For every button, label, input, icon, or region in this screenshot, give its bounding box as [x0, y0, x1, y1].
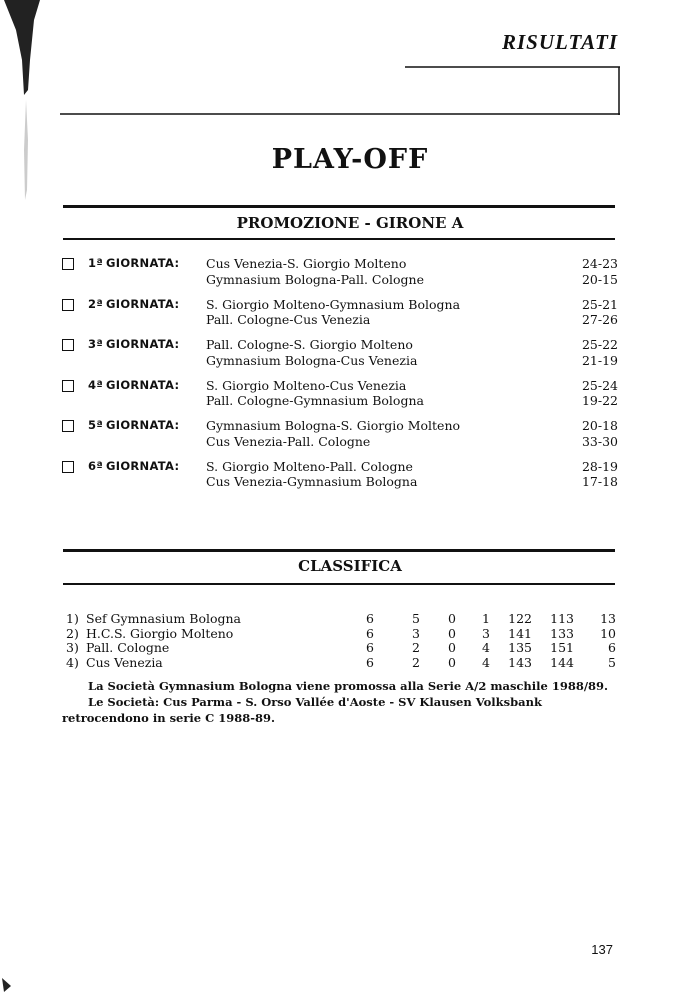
- standings-value: 4: [482, 640, 490, 655]
- standings-value: 0: [448, 640, 456, 655]
- match-teams: S. Giorgio Molteno-Gymnasium Bologna: [206, 296, 461, 312]
- round: [62, 256, 618, 287]
- standings-rank: 1): [66, 611, 79, 626]
- match-row: [206, 459, 618, 475]
- round-matches: [206, 256, 618, 287]
- round-label: [88, 418, 206, 449]
- match-score: 28-19: [581, 458, 618, 474]
- match-teams: Pall. Cologne-Cus Venezia: [206, 312, 371, 327]
- standings-value: 4: [482, 654, 490, 670]
- round: [62, 297, 618, 328]
- match-row: [206, 312, 618, 328]
- match-teams: S. Giorgio Molteno-Cus Venezia: [206, 377, 407, 393]
- round-number: 6ª: [88, 458, 104, 473]
- page-number: 137: [591, 942, 613, 957]
- standings-value: 5: [608, 654, 616, 670]
- standings-team: Cus Venezia: [86, 654, 163, 670]
- standings-value: 6: [366, 640, 374, 655]
- round: [62, 418, 618, 449]
- standings-value: 10: [600, 625, 616, 641]
- scan-corner-mark: [2, 978, 12, 992]
- match-teams: Gymnasium Bologna-Cus Venezia: [206, 352, 418, 368]
- standings-table: [66, 612, 618, 670]
- round-matches: [206, 337, 618, 368]
- standings-value: 0: [448, 611, 456, 626]
- round-number: 3ª: [88, 337, 104, 351]
- round-label-text: GIORNATA:: [106, 377, 180, 392]
- round-label: [88, 378, 206, 409]
- section-tag: RISULTATI: [502, 30, 618, 54]
- round-matches: [206, 297, 618, 328]
- match-teams: S. Giorgio Molteno-Pall. Cologne: [206, 458, 413, 474]
- round-label-text: GIORNATA:: [106, 296, 180, 311]
- header-frame: [60, 66, 620, 116]
- standings-value: 133: [550, 625, 574, 641]
- divider: [63, 549, 615, 552]
- standings-value: 122: [508, 611, 532, 626]
- standings-rank: 2): [66, 625, 79, 641]
- standings-value: 6: [608, 640, 616, 655]
- round-label-text: GIORNATA:: [106, 256, 180, 270]
- round-label: [88, 297, 206, 328]
- standings-row: [66, 656, 618, 671]
- standings-value: 6: [366, 611, 374, 626]
- match-row: [206, 393, 618, 409]
- round-label: [88, 256, 206, 287]
- match-row: [206, 272, 618, 288]
- standings-value: 0: [448, 654, 456, 670]
- notes: [62, 678, 622, 726]
- round-label-text: GIORNATA:: [106, 458, 180, 473]
- match-score: 20-18: [581, 418, 618, 433]
- round: [62, 459, 618, 490]
- standings-rank: 3): [66, 640, 79, 655]
- checkbox-icon: [62, 299, 74, 311]
- round-label: [88, 459, 206, 490]
- match-score: 25-24: [581, 377, 618, 393]
- standings-team: H.C.S. Giorgio Molteno: [86, 625, 234, 641]
- standings-value: 1: [482, 611, 490, 626]
- standings-value: 2: [412, 640, 420, 655]
- match-row: [206, 378, 618, 394]
- match-row: [206, 434, 618, 450]
- match-score: 20-15: [581, 271, 618, 287]
- round-label: [88, 337, 206, 368]
- checkbox-icon: [62, 461, 74, 473]
- round-label-text: GIORNATA:: [106, 337, 180, 351]
- standings-value: 151: [550, 640, 574, 655]
- round-matches: [206, 418, 618, 449]
- standings-row: [66, 627, 618, 642]
- standings-value: 2: [412, 654, 420, 670]
- match-score: 19-22: [581, 393, 618, 408]
- match-teams: Pall. Cologne-S. Giorgio Molteno: [206, 337, 413, 352]
- standings-row: [66, 641, 618, 656]
- divider: [63, 205, 615, 208]
- round-number: 1ª: [88, 256, 104, 270]
- divider: [63, 583, 615, 585]
- promotion-note: La Società Gymnasium Bologna viene promossa alla Serie A/2 maschile 1988/89.: [88, 679, 609, 693]
- standings-value: 135: [508, 640, 532, 655]
- standings-value: 6: [366, 625, 374, 641]
- match-row: [206, 297, 618, 313]
- match-score: 27-26: [581, 312, 618, 327]
- match-teams: Gymnasium Bologna-Pall. Cologne: [206, 271, 424, 287]
- match-score: 33-30: [581, 433, 618, 449]
- checkbox-icon: [62, 380, 74, 392]
- match-row: [206, 256, 618, 272]
- standings-value: 113: [550, 611, 574, 626]
- standings-rank: 4): [66, 654, 79, 670]
- match-score: 17-18: [581, 474, 618, 489]
- standings-value: 5: [412, 611, 420, 626]
- divider: [63, 238, 615, 240]
- match-row: [206, 337, 618, 353]
- match-teams: Cus Venezia-S. Giorgio Molteno: [206, 256, 407, 271]
- rounds-list: [62, 256, 618, 499]
- round-matches: [206, 378, 618, 409]
- standings-value: 6: [366, 654, 374, 670]
- match-score: 25-22: [581, 337, 618, 352]
- standings-heading: CLASSIFICA: [298, 557, 402, 575]
- match-teams: Gymnasium Bologna-S. Giorgio Molteno: [206, 418, 461, 433]
- standings-value: 141: [508, 625, 532, 641]
- match-teams: Cus Venezia-Gymnasium Bologna: [206, 474, 418, 489]
- checkbox-icon: [62, 258, 74, 270]
- relegation-note: Le Società: Cus Parma - S. Orso Vallée d'Aoste - SV Klausen Volksbank retrocendono in serie C 1988-89.: [62, 695, 542, 725]
- round-number: 2ª: [88, 296, 104, 311]
- checkbox-icon: [62, 420, 74, 432]
- match-row: [206, 418, 618, 434]
- round-number: 4ª: [88, 377, 104, 392]
- match-teams: Cus Venezia-Pall. Cologne: [206, 433, 371, 449]
- checkbox-icon: [62, 339, 74, 351]
- match-teams: Pall. Cologne-Gymnasium Bologna: [206, 393, 424, 408]
- round-label-text: GIORNATA:: [106, 418, 180, 432]
- standings-value: 3: [482, 625, 490, 641]
- match-score: 24-23: [581, 256, 618, 271]
- standings-value: 144: [550, 654, 574, 670]
- round: [62, 378, 618, 409]
- match-score: 21-19: [581, 352, 618, 368]
- standings-value: 3: [412, 625, 420, 641]
- standings-value: 0: [448, 625, 456, 641]
- round-number: 5ª: [88, 418, 104, 432]
- match-row: [206, 474, 618, 490]
- standings-team: Sef Gymnasium Bologna: [86, 611, 241, 626]
- standings-team: Pall. Cologne: [86, 640, 170, 655]
- standings-value: 13: [600, 611, 616, 626]
- match-row: [206, 353, 618, 369]
- group-heading: PROMOZIONE - GIRONE A: [236, 214, 464, 232]
- round-matches: [206, 459, 618, 490]
- page-title: PLAY-OFF: [271, 144, 429, 175]
- standings-row: [66, 612, 618, 627]
- standings-value: 143: [508, 654, 532, 670]
- match-score: 25-21: [581, 296, 618, 312]
- round: [62, 337, 618, 368]
